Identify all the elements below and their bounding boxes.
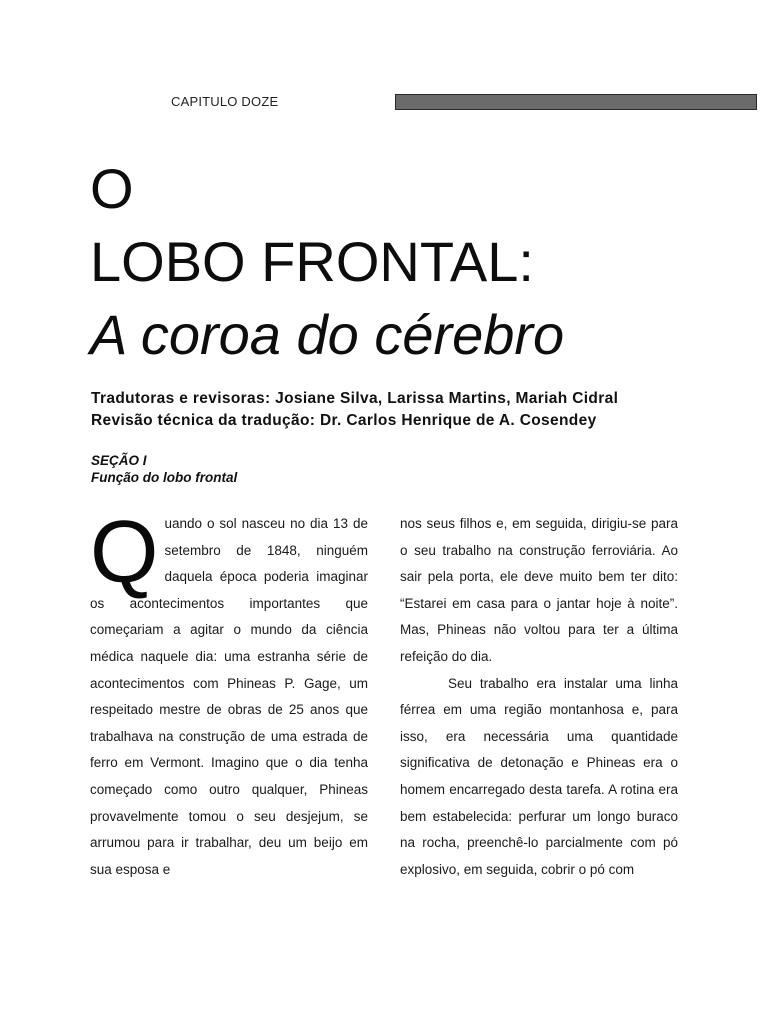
paragraph-text: uando o sol nasceu no dia 13 de setembro de 1848, ninguém daquela época poderia imaginar os acontecimentos importantes que começariam a agitar o mundo da ciência médica naquele dia: uma estranha série de acontecimentos com Phineas P. Gage, um respeitado mestre de obras de 25 anos que trabalhava na construção de uma estrada de ferro em Vermont. Imagino que o dia tenha começado como outro qualquer, Phineas provavelmente tomou o seu desjejum, se arrumou para ir trabalhar, deu um beijo em sua esposa e (90, 516, 368, 877)
body-column-right (400, 511, 678, 883)
chapter-label: CAPITULO DOZE (171, 94, 279, 109)
paragraph (90, 502, 368, 883)
drop-cap: Q (90, 502, 159, 601)
title-line-2: LOBO FRONTAL: (90, 230, 534, 293)
technical-review-credit: Revisão técnica da tradução: Dr. Carlos Henrique de A. Cosendey (91, 412, 597, 429)
chapter-title (90, 152, 564, 371)
body-column-left (90, 502, 368, 883)
title-subtitle: A coroa do cérebro (90, 303, 565, 366)
paragraph: Seu trabalho era instalar uma linha férrea em uma região montanhosa e, para isso, era necessária uma quantidade significativa de detonação e Phineas era o homem encarregado desta tarefa. A rotina era bem estabelecida: perfurar um longo buraco na rocha, preenchê-lo parcialmente com pó explosivo, em seguida, cobrir o pó com (400, 675, 678, 877)
paragraph: nos seus filhos e, em seguida, dirigiu-se para o seu trabalho na construção ferroviária. Ao sair pela porta, ele deve muito bem ter dito: “Estarei em casa para o jantar hoje à noite”. Mas, Phineas não voltou para ter a última refeição do dia. (400, 516, 678, 664)
translators-credit: Tradutoras e revisoras: Josiane Silva, Larissa Martins, Mariah Cidral (91, 390, 619, 407)
credits (91, 388, 618, 432)
chapter-header-bar (395, 94, 757, 110)
section-heading (91, 452, 237, 486)
section-title: Função do lobo frontal (91, 470, 238, 485)
title-line-1: O (90, 157, 134, 220)
section-label: SEÇÃO I (91, 453, 147, 468)
